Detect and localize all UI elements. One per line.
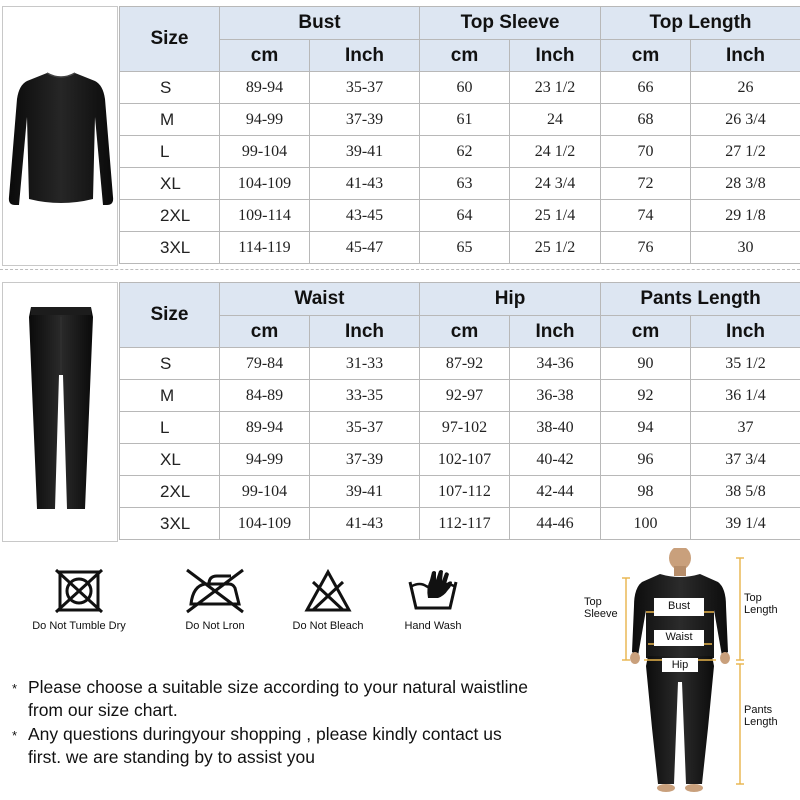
measurement-cell: 39-41: [310, 136, 420, 168]
model-label-bust: Bust: [667, 600, 690, 612]
table-row: [120, 348, 800, 380]
measurement-cell: 28 3/8: [691, 168, 800, 200]
top-size-table: [119, 6, 800, 264]
measurement-cell: 40-42: [510, 444, 601, 476]
measurement-cell: 25 1/4: [510, 200, 601, 232]
measurement-cell: 84-89: [220, 380, 310, 412]
measurement-cell: 96: [601, 444, 691, 476]
table-row: [120, 476, 800, 508]
long-sleeve-shirt-icon: [3, 7, 119, 267]
table-row: [120, 200, 800, 232]
measurement-cell: 100: [601, 508, 691, 540]
measurement-cell: 64: [420, 200, 510, 232]
measurement-cell: 45-47: [310, 232, 420, 264]
unit-header: Inch: [691, 40, 800, 72]
measurement-cell: 26 3/4: [691, 104, 800, 136]
size-column-header: Size: [120, 7, 220, 72]
unit-header: Inch: [310, 40, 420, 72]
measurement-cell: 62: [420, 136, 510, 168]
care-label: Do Not Lron: [185, 620, 245, 632]
do-not-bleach-icon: [303, 568, 353, 614]
unit-header: cm: [601, 316, 691, 348]
measurement-cell: 66: [601, 72, 691, 104]
measurement-cell: 24 3/4: [510, 168, 601, 200]
model-label-top-sleeve: [584, 596, 618, 620]
model-label-pants-length: [744, 704, 778, 728]
section-divider: [0, 269, 800, 270]
size-cell: XL: [120, 444, 220, 476]
measurement-cell: 90: [601, 348, 691, 380]
top-size-section: [0, 6, 800, 266]
top-sleeve-group-header: Top Sleeve: [420, 7, 601, 40]
measurement-cell: 25 1/2: [510, 232, 601, 264]
measurement-cell: 42-44: [510, 476, 601, 508]
table-row: [120, 168, 800, 200]
note-text: Any questions duringyour shopping , please kindly contact us first. we are standing by to assist you: [28, 724, 502, 767]
unit-header: Inch: [510, 40, 601, 72]
pants-garment-image: [2, 282, 118, 542]
size-cell: 2XL: [120, 200, 220, 232]
measurement-cell: 41-43: [310, 168, 420, 200]
measurement-cell: 74: [601, 200, 691, 232]
measurement-cell: 37 3/4: [691, 444, 800, 476]
size-cell: L: [120, 412, 220, 444]
measurement-cell: 89-94: [220, 72, 310, 104]
size-cell: S: [120, 348, 220, 380]
size-cell: M: [120, 104, 220, 136]
measurement-cell: 99-104: [220, 136, 310, 168]
measurement-cell: 35 1/2: [691, 348, 800, 380]
model-label-top-length: [744, 592, 778, 616]
measurement-cell: 27 1/2: [691, 136, 800, 168]
bust-group-header: Bust: [220, 7, 420, 40]
asterisk-icon: *: [12, 681, 18, 696]
top-length-group-header: Top Length: [601, 7, 800, 40]
measurement-cell: 24: [510, 104, 601, 136]
size-cell: M: [120, 380, 220, 412]
care-label: Do Not Tumble Dry: [32, 620, 126, 632]
measurement-cell: 60: [420, 72, 510, 104]
waist-group-header: Waist: [220, 283, 420, 316]
do-not-tumble-dry-icon: [54, 568, 104, 614]
do-not-iron-icon: [183, 568, 247, 614]
measurement-cell: 35-37: [310, 412, 420, 444]
measurement-cell: 39-41: [310, 476, 420, 508]
measurement-cell: 37: [691, 412, 800, 444]
table-row: [120, 136, 800, 168]
hip-group-header: Hip: [420, 283, 601, 316]
model-label-hip: Hip: [671, 659, 689, 671]
table-row: [120, 412, 800, 444]
measurement-cell: 79-84: [220, 348, 310, 380]
measurement-cell: 112-117: [420, 508, 510, 540]
size-cell: S: [120, 72, 220, 104]
measurement-cell: 104-109: [220, 508, 310, 540]
bottom-size-table: [119, 282, 800, 540]
table-row: [120, 508, 800, 540]
unit-header: Inch: [691, 316, 800, 348]
size-cell: 3XL: [120, 508, 220, 540]
label-text: Top Length: [744, 592, 778, 616]
measurement-cell: 89-94: [220, 412, 310, 444]
measurement-cell: 65: [420, 232, 510, 264]
hand-wash-icon: [406, 568, 460, 614]
note-item: [12, 676, 532, 722]
note-item: [12, 723, 532, 769]
measurement-cell: 43-45: [310, 200, 420, 232]
table-row: [120, 72, 800, 104]
measurement-cell: 36 1/4: [691, 380, 800, 412]
measurement-cell: 33-35: [310, 380, 420, 412]
measurement-cell: 94: [601, 412, 691, 444]
measurement-cell: 31-33: [310, 348, 420, 380]
pants-length-group-header: Pants Length: [601, 283, 800, 316]
table-row: [120, 232, 800, 264]
size-column-header: Size: [120, 283, 220, 348]
measurement-cell: 109-114: [220, 200, 310, 232]
measurement-diagram: [568, 548, 800, 800]
size-cell: XL: [120, 168, 220, 200]
notes-section: [12, 676, 532, 770]
measurement-cell: 104-109: [220, 168, 310, 200]
measurement-cell: 36-38: [510, 380, 601, 412]
note-text: Please choose a suitable size according to your natural waistline from our size chart.: [28, 677, 529, 720]
unit-header: cm: [601, 40, 691, 72]
measurement-cell: 102-107: [420, 444, 510, 476]
measurement-cell: 29 1/8: [691, 200, 800, 232]
measurement-cell: 98: [601, 476, 691, 508]
unit-header: Inch: [310, 316, 420, 348]
care-label: Do Not Bleach: [292, 620, 364, 632]
measurement-cell: 92-97: [420, 380, 510, 412]
unit-header: cm: [220, 40, 310, 72]
size-cell: 3XL: [120, 232, 220, 264]
measurement-cell: 38 5/8: [691, 476, 800, 508]
measurement-cell: 94-99: [220, 104, 310, 136]
measurement-cell: 92: [601, 380, 691, 412]
model-label-waist: Waist: [665, 631, 693, 643]
table-row: [120, 104, 800, 136]
unit-header: Inch: [510, 316, 601, 348]
unit-header: cm: [220, 316, 310, 348]
table-row: [120, 444, 800, 476]
measurement-cell: 30: [691, 232, 800, 264]
measurement-cell: 26: [691, 72, 800, 104]
measurement-cell: 94-99: [220, 444, 310, 476]
measurement-cell: 35-37: [310, 72, 420, 104]
measurement-cell: 41-43: [310, 508, 420, 540]
care-label: Hand Wash: [404, 620, 462, 632]
unit-header: cm: [420, 316, 510, 348]
measurement-cell: 34-36: [510, 348, 601, 380]
measurement-cell: 87-92: [420, 348, 510, 380]
measurement-cell: 76: [601, 232, 691, 264]
measurement-cell: 70: [601, 136, 691, 168]
measurement-cell: 37-39: [310, 104, 420, 136]
care-do-not-iron: [160, 568, 270, 648]
measurement-cell: 39 1/4: [691, 508, 800, 540]
measurement-cell: 107-112: [420, 476, 510, 508]
care-do-not-bleach: [273, 568, 383, 648]
measurement-cell: 38-40: [510, 412, 601, 444]
table-row: [120, 380, 800, 412]
model-figure-icon: [568, 548, 800, 800]
asterisk-icon: *: [12, 728, 18, 743]
label-text: Pants Length: [744, 704, 778, 728]
measurement-cell: 68: [601, 104, 691, 136]
bottom-size-section: [0, 282, 800, 542]
measurement-cell: 24 1/2: [510, 136, 601, 168]
top-garment-image: [2, 6, 118, 266]
measurement-cell: 99-104: [220, 476, 310, 508]
measurement-cell: 37-39: [310, 444, 420, 476]
measurement-cell: 97-102: [420, 412, 510, 444]
measurement-cell: 44-46: [510, 508, 601, 540]
measurement-cell: 63: [420, 168, 510, 200]
size-cell: L: [120, 136, 220, 168]
label-text: Top Sleeve: [584, 596, 618, 620]
unit-header: cm: [420, 40, 510, 72]
care-do-not-tumble-dry: [24, 568, 134, 648]
size-cell: 2XL: [120, 476, 220, 508]
long-pants-icon: [3, 283, 119, 543]
measurement-cell: 61: [420, 104, 510, 136]
measurement-cell: 114-119: [220, 232, 310, 264]
measurement-cell: 23 1/2: [510, 72, 601, 104]
measurement-cell: 72: [601, 168, 691, 200]
care-hand-wash: [378, 568, 488, 648]
